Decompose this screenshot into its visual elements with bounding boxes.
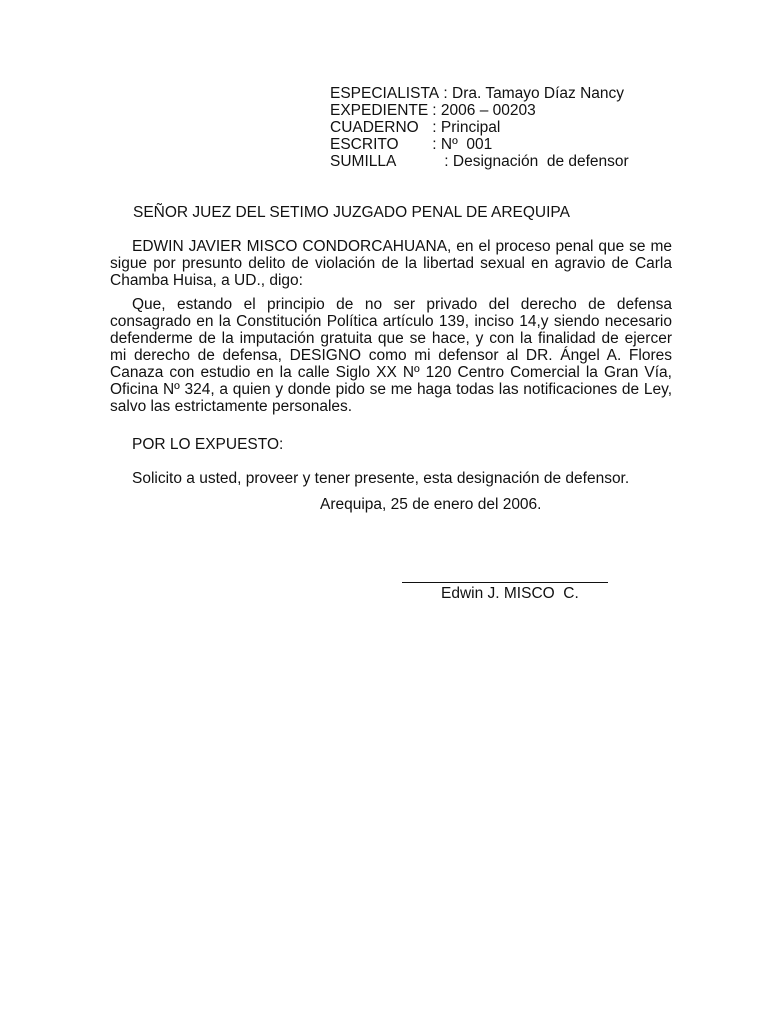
header-label: EXPEDIENTE [330, 102, 429, 119]
header-separator: : [428, 119, 441, 136]
header-row-sumilla [330, 153, 629, 170]
header-row-escrito [330, 136, 629, 153]
signature-name: Edwin J. MISCO C. [441, 585, 579, 602]
header-label: ESCRITO [330, 136, 399, 153]
addressee-line: SEÑOR JUEZ DEL SETIMO JUZGADO PENAL DE AREQUIPA [133, 204, 570, 221]
header-row-cuaderno [330, 119, 629, 136]
header-separator: : [440, 153, 453, 170]
case-header [330, 85, 629, 170]
date-line: Arequipa, 25 de enero del 2006. [320, 496, 542, 513]
header-value: 2006 – 00203 [440, 102, 536, 119]
header-value: Nº 001 [440, 136, 493, 153]
header-row-expediente [330, 102, 629, 119]
signature-line [402, 582, 608, 583]
header-label: SUMILLA [330, 153, 397, 170]
header-value: Dra. Tamayo Díaz Nancy [452, 85, 625, 102]
designation-paragraph-text: Que, estando el principio de no ser privado del derecho de defensa consagrado en la Constitución Política artículo 139, inciso 14,y siendo necesario defenderme de la imputación gratuita que se hace, y con la finalidad de ejercer mi derecho de defensa, DESIGNO como mi defensor al DR. Ángel A. Flores Canaza con estudio en la calle Siglo XX Nº 120 Centro Comercial la Gran Vía, Oficina Nº 324, a quien y donde pido se me haga todas las notificaciones de Ley, salvo las estrictamente personales. [110, 296, 672, 415]
header-value: Principal [440, 119, 501, 136]
header-separator: : [439, 85, 453, 102]
por-lo-expuesto-heading: POR LO EXPUESTO: [132, 436, 284, 453]
header-label: CUADERNO [330, 119, 419, 136]
header-label: ESPECIALISTA [330, 85, 440, 102]
intro-paragraph-text: EDWIN JAVIER MISCO CONDORCAHUANA, en el proceso penal que se me sigue por presunto delito de violación de la libertad sexual en agravio de Carla Chamba Huisa, a UD., digo: [110, 238, 672, 289]
designation-paragraph [110, 296, 672, 415]
request-sentence: Solicito a usted, proveer y tener presente, esta designación de defensor. [132, 470, 630, 487]
header-value: Designación de defensor [452, 153, 629, 170]
header-separator: : [428, 102, 441, 119]
header-separator: : [428, 136, 441, 153]
intro-paragraph [110, 238, 672, 289]
header-row-especialista [330, 85, 629, 102]
